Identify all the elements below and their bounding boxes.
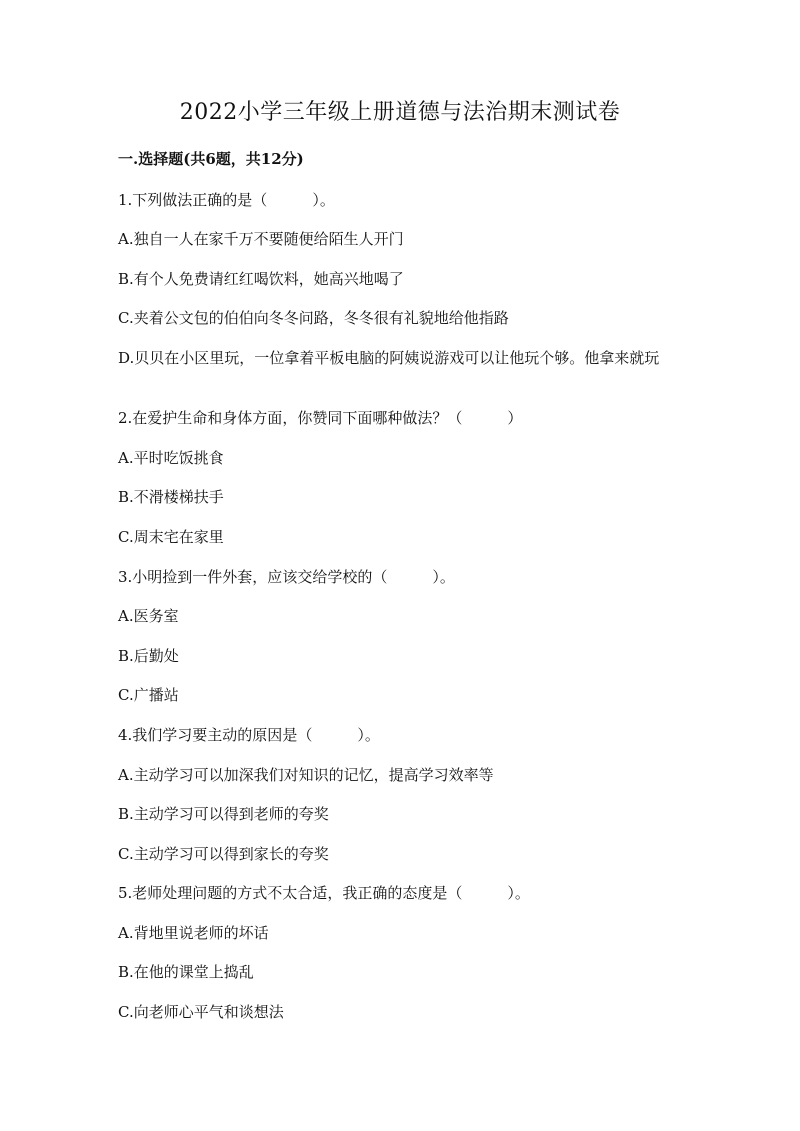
question-3-option-a: A.医务室 bbox=[118, 607, 179, 625]
question-1-stem: 1.下列做法正确的是（ ）。 bbox=[118, 191, 335, 209]
question-1-option-c: C.夹着公文包的伯伯向冬冬问路，冬冬很有礼貌地给他指路 bbox=[118, 309, 509, 327]
question-3-stem: 3.小明捡到一件外套，应该交给学校的（ ）。 bbox=[118, 568, 455, 586]
question-1-option-a: A.独自一人在家千万不要随便给陌生人开门 bbox=[118, 230, 404, 248]
question-2-option-b: B.不滑楼梯扶手 bbox=[118, 488, 224, 506]
section-heading: 一.选择题(共6题，共12分) bbox=[118, 150, 304, 168]
question-3-option-b: B.后勤处 bbox=[118, 647, 179, 665]
exam-title: 2022小学三年级上册道德与法治期末测试卷 bbox=[179, 100, 621, 125]
question-1-option-b: B.有个人免费请红红喝饮料，她高兴地喝了 bbox=[118, 270, 404, 288]
question-2-option-a: A.平时吃饭挑食 bbox=[118, 449, 224, 467]
question-4-option-c: C.主动学习可以得到家长的夸奖 bbox=[118, 845, 329, 863]
question-5-option-b: B.在他的课堂上捣乱 bbox=[118, 963, 254, 981]
question-2-option-c: C.周末宅在家里 bbox=[118, 528, 224, 546]
question-5-option-c: C.向老师心平气和谈想法 bbox=[118, 1003, 284, 1021]
question-1-option-d: D.贝贝在小区里玩，一位拿着平板电脑的阿姨说游戏可以让他玩个够。他拿来就玩 bbox=[118, 349, 660, 367]
question-5-option-a: A.背地里说老师的坏话 bbox=[118, 924, 269, 942]
question-4-option-b: B.主动学习可以得到老师的夸奖 bbox=[118, 805, 329, 823]
question-2-stem: 2.在爱护生命和身体方面，你赞同下面哪种做法？（ ） bbox=[118, 409, 523, 427]
question-4-option-a: A.主动学习可以加深我们对知识的记忆，提高学习效率等 bbox=[118, 766, 494, 784]
question-4-stem: 4.我们学习要主动的原因是（ ）。 bbox=[118, 726, 380, 744]
question-3-option-c: C.广播站 bbox=[118, 686, 179, 704]
question-5-stem: 5.老师处理问题的方式不太合适，我正确的态度是（ ）。 bbox=[118, 884, 530, 902]
